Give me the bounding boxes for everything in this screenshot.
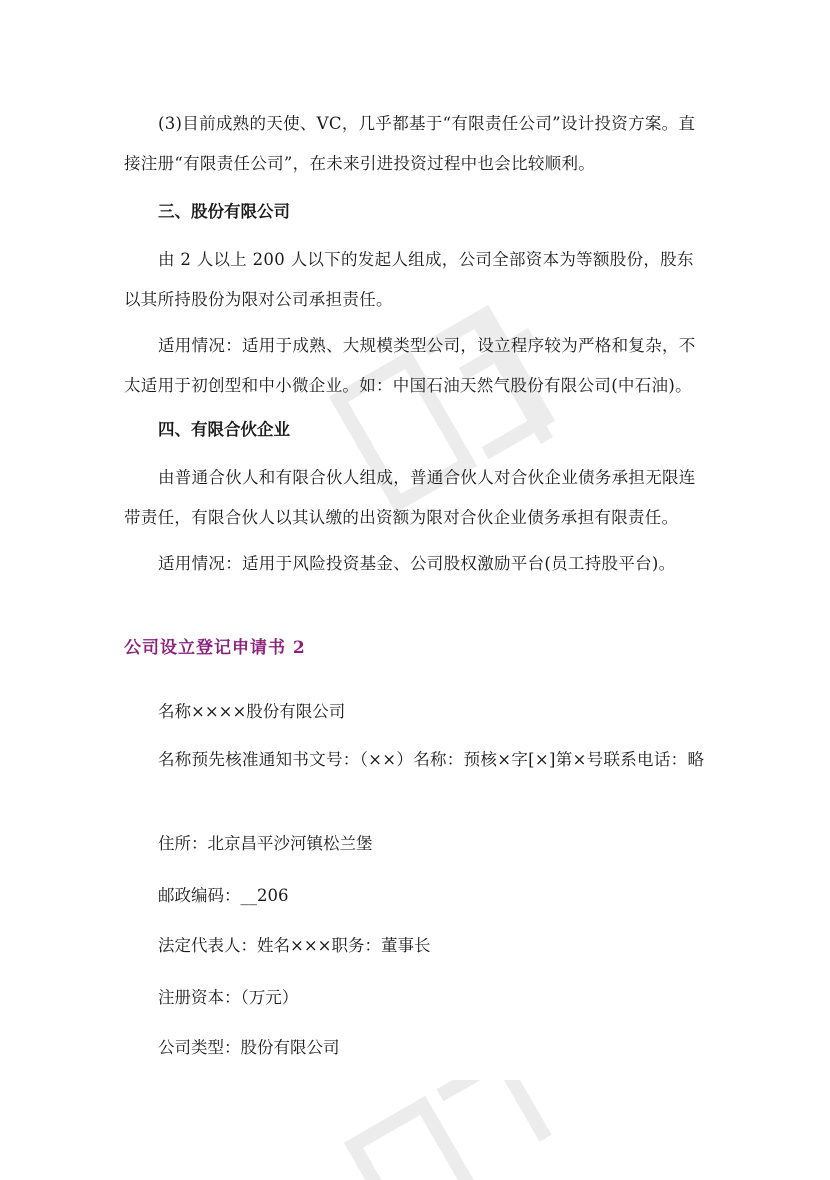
heading-joint-stock-company: 三、股份有限公司 — [158, 202, 290, 221]
paragraph-vc-investment: (3)目前成熟的天使、VC，几乎都基于“有限责任公司”设计投资方案。直接注册“有限责任公司”，在未来引进投资过程中也会比较顺利。 — [124, 114, 696, 173]
paragraph-limited-partnership-applicability: 适用情况：适用于风险投资基金、公司股权激励平台(员工持股平台)。 — [158, 554, 676, 573]
form-registered-capital: 注册资本：（万元） — [158, 988, 299, 1007]
form-company-type: 公司类型：股份有限公司 — [158, 1038, 340, 1057]
paragraph-limited-partnership-definition: 由普通合伙人和有限合伙人组成，普通合伙人对合伙企业债务承担无限连带责任，有限合伙人以其认缴的出资额为限对合伙企业债务承担有限责任。 — [124, 468, 696, 527]
form-legal-representative: 法定代表人：姓名×××职务：董事长 — [158, 936, 431, 955]
form-postcode: 邮政编码：__206 — [158, 886, 289, 905]
form-company-name: 名称××××股份有限公司 — [158, 702, 346, 721]
form-notice-number: 名称预先核准通知书文号：（××）名称：预核×字[×]第×号联系电话：略 — [158, 750, 705, 769]
section-title: 公司设立登记申请书 2 — [124, 638, 306, 658]
watermark-logo-bottom — [330, 1080, 590, 1180]
form-address: 住所：北京昌平沙河镇松兰堡 — [158, 834, 373, 853]
paragraph-joint-stock-applicability: 适用情况：适用于成熟、大规模类型公司，设立程序较为严格和复杂，不太适用于初创型和中小微企业。如：中国石油天然气股份有限公司(中石油)。 — [124, 336, 696, 395]
paragraph-joint-stock-definition: 由 2 人以上 200 人以下的发起人组成，公司全部资本为等额股份，股东以其所持股份为限对公司承担责任。 — [124, 250, 694, 309]
heading-limited-partnership: 四、有限合伙企业 — [158, 420, 290, 439]
